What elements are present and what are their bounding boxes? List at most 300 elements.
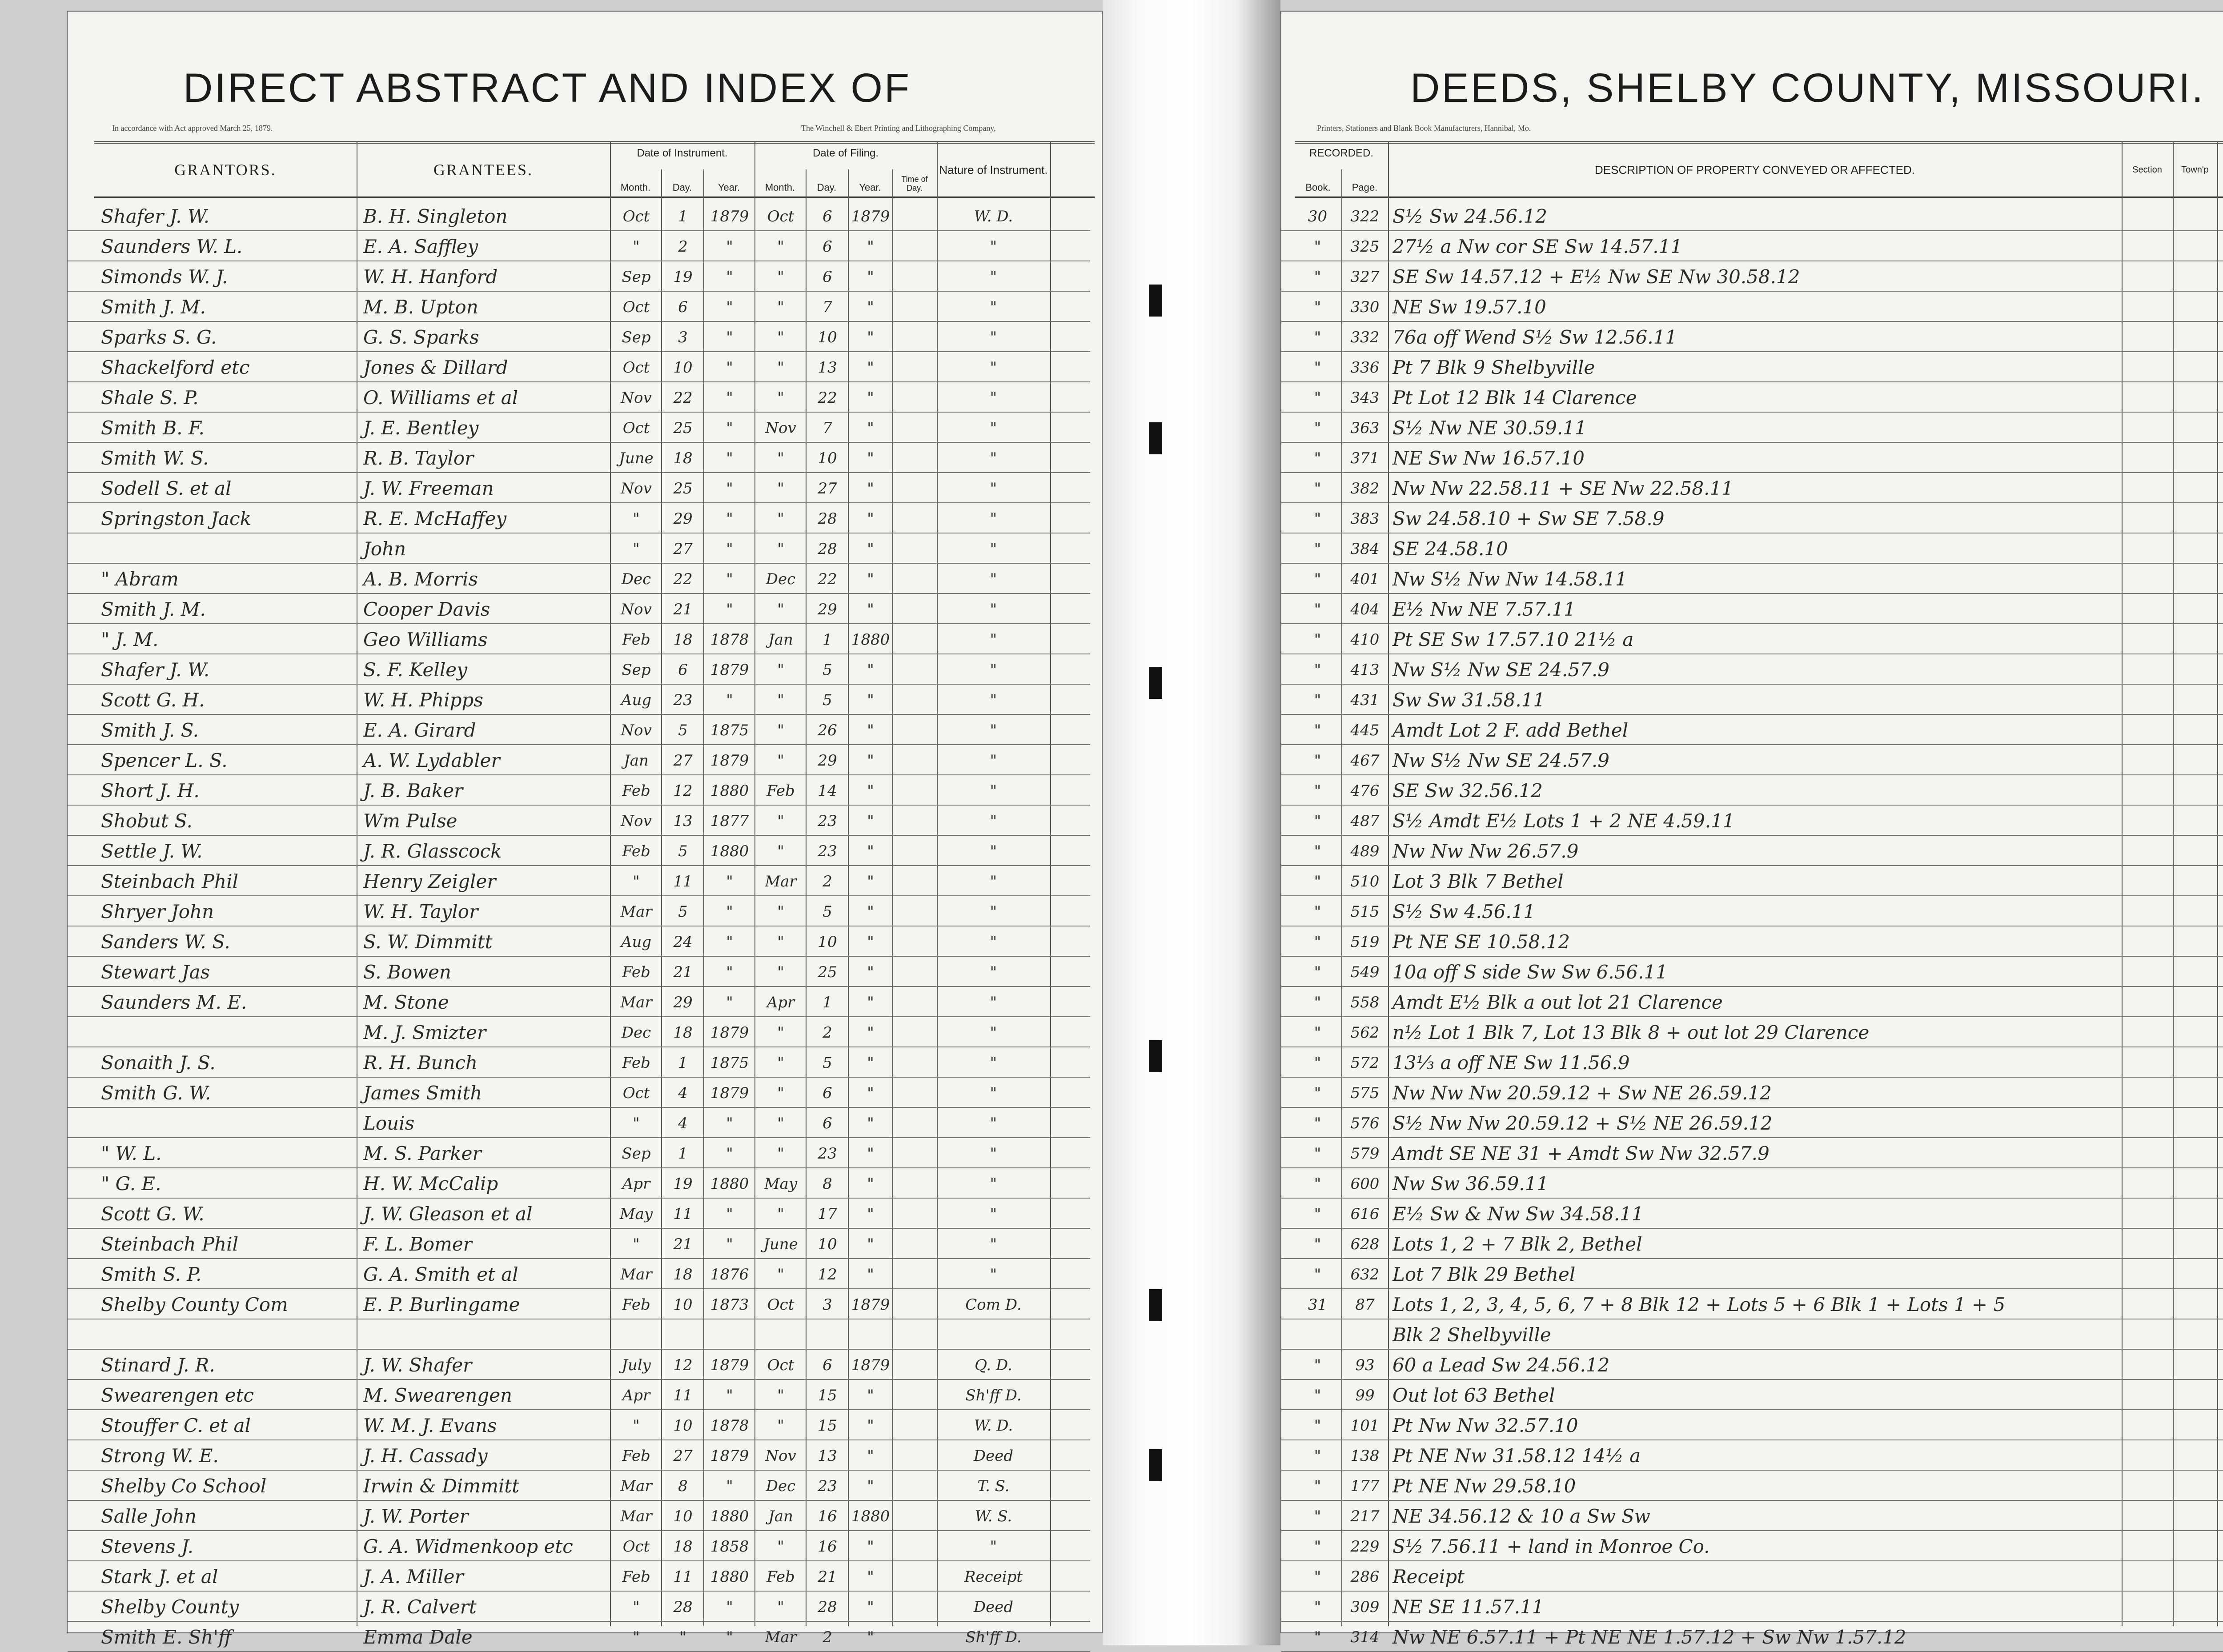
description-cell: Nw Sw 36.59.11: [1392, 1173, 1549, 1195]
row-rule: [68, 956, 1090, 957]
date-of-instrument-header: Date of Instrument.: [637, 147, 728, 159]
filing-month-cell: ": [777, 1417, 784, 1435]
ledger-row: [68, 868, 1102, 894]
row-rule: [68, 1409, 1090, 1410]
nature-cell: ": [990, 631, 997, 649]
grantee-cell: M. Swearengen: [363, 1384, 513, 1406]
description-cell: Pt Lot 12 Blk 14 Clarence: [1392, 387, 1637, 409]
nature-cell: ": [990, 480, 997, 497]
instrument-month-cell: Mar: [620, 1477, 652, 1495]
description-cell: Amdt SE NE 31 + Amdt Sw Nw 32.57.9: [1392, 1143, 1770, 1164]
filing-day-cell: 22: [818, 389, 837, 407]
row-rule: [68, 1591, 1090, 1592]
instrument-month-cell: Mar: [620, 903, 652, 921]
ledger-row: [68, 233, 1102, 259]
ledger-row: [68, 324, 1102, 349]
ledger-row: [1281, 414, 2223, 440]
grantor-cell: Swearengen etc: [101, 1384, 254, 1406]
page-cell: 628: [1350, 1235, 1380, 1253]
description-cell: SE 24.58.10: [1392, 538, 1508, 560]
instrument-year-cell: 1879: [710, 1447, 749, 1465]
row-rule: [68, 1621, 1090, 1622]
filing-day-cell: 14: [818, 782, 837, 800]
nature-cell: ": [990, 842, 997, 860]
book-cell: 31: [1308, 1296, 1328, 1314]
filing-month-cell: Feb: [766, 1568, 795, 1586]
filing-day-cell: 6: [823, 1115, 832, 1132]
description-cell: n½ Lot 1 Blk 7, Lot 13 Blk 8 + out lot 29 Clarence: [1392, 1022, 1870, 1043]
ledger-row: [68, 989, 1102, 1014]
grantor-cell: Stinard J. R.: [101, 1354, 215, 1376]
ledger-row: [68, 928, 1102, 954]
instrument-day-cell: 21: [673, 1235, 693, 1253]
page-cell: 322: [1350, 208, 1380, 225]
ledger-row: [1281, 1231, 2223, 1256]
filing-year-cell: ": [867, 1447, 874, 1465]
instrument-month-cell: Nov: [621, 722, 652, 739]
grantee-cell: J. W. Porter: [363, 1505, 469, 1527]
instrument-day-cell: 27: [673, 752, 693, 770]
nature-cell: Deed: [973, 1598, 1014, 1616]
page-cell: 229: [1350, 1538, 1380, 1556]
instrument-year-cell: 1880: [710, 842, 749, 860]
ledger-row: [68, 203, 1102, 229]
left-ledger-page: [67, 11, 1103, 1648]
grantee-cell: H. W. McCalip: [363, 1173, 498, 1195]
filing-year-cell: ": [867, 389, 874, 407]
instrument-day-cell: 5: [678, 722, 688, 739]
row-rule: [1281, 1137, 2223, 1138]
instrument-day-cell: 1: [678, 1145, 688, 1163]
filing-day-cell: 10: [818, 449, 837, 467]
grantee-cell: Henry Zeigler: [363, 870, 496, 892]
binding-hole: [1149, 667, 1162, 699]
instrument-year-cell: ": [726, 691, 733, 709]
book-cell: ": [1314, 933, 1321, 951]
ledger-row: [68, 1442, 1102, 1468]
description-cell: NE 34.56.12 & 10 a Sw Sw: [1392, 1505, 1650, 1527]
ledger-row: [68, 293, 1102, 319]
filing-day-cell: 6: [823, 238, 832, 256]
ledger-row: [1281, 1593, 2223, 1619]
row-rule: [1281, 1228, 2223, 1229]
grantee-cell: A. W. Lydabler: [363, 750, 500, 771]
filing-year-cell: ": [867, 1417, 874, 1435]
description-cell: Out lot 63 Bethel: [1392, 1384, 1555, 1406]
printer-note: Printers, Stationers and Blank Book Manufacturers, Hannibal, Mo.: [1317, 124, 1531, 132]
filing-year-cell: ": [867, 1084, 874, 1102]
grantor-cell: Smith J. M.: [101, 598, 206, 620]
description-cell: S½ Nw Nw 20.59.12 + S½ NE 26.59.12: [1392, 1112, 1773, 1134]
nature-cell: ": [990, 329, 997, 346]
page-cell: 572: [1350, 1054, 1380, 1072]
ledger-row: [1281, 1442, 2223, 1468]
ledger-row: [1281, 777, 2223, 803]
instrument-day-cell: 1: [678, 208, 688, 225]
description-cell: S½ Sw 4.56.11: [1392, 901, 1536, 922]
grantee-cell: G. A. Widmenkoop etc: [363, 1536, 573, 1557]
page-cell: 445: [1350, 722, 1380, 739]
ledger-row: [1281, 505, 2223, 531]
filing-day-cell: 10: [818, 329, 837, 346]
instrument-day-cell: 18: [673, 631, 693, 649]
ledger-row: [68, 1472, 1102, 1498]
filing-month-cell: ": [777, 540, 784, 558]
ledger-row: [68, 535, 1102, 561]
book-cell: ": [1314, 510, 1321, 528]
binding-hole: [1149, 1040, 1162, 1072]
row-rule: [1281, 1349, 2223, 1350]
page-cell: 510: [1350, 873, 1380, 890]
instrument-month-cell: July: [622, 1356, 651, 1374]
date-of-filing-header: Date of Filing.: [812, 147, 879, 159]
row-rule: [68, 1228, 1090, 1229]
ledger-row: [1281, 1049, 2223, 1075]
page-cell: 286: [1350, 1568, 1380, 1586]
row-rule: [68, 593, 1090, 594]
description-cell: Nw S½ Nw SE 24.57.9: [1392, 659, 1610, 681]
filing-year-cell: ": [867, 601, 874, 618]
book-cell: ": [1314, 449, 1321, 467]
filing-year-cell: 1879: [851, 1356, 890, 1374]
page-cell: 177: [1350, 1477, 1380, 1495]
book-cell: ": [1314, 812, 1321, 830]
instrument-year-cell: ": [726, 1598, 733, 1616]
filing-day-cell: 23: [818, 812, 837, 830]
row-rule: [1281, 1591, 2223, 1592]
ledger-row: [1281, 1170, 2223, 1196]
grantor-cell: Spencer L. S.: [101, 750, 228, 771]
instrument-year-cell: ": [726, 601, 733, 618]
row-rule: [68, 563, 1090, 564]
ledger-row: [68, 1382, 1102, 1407]
grantee-cell: R. B. Taylor: [363, 447, 474, 469]
grantor-cell: Smith G. W.: [101, 1082, 211, 1104]
nature-cell: ": [990, 601, 997, 618]
row-rule: [1281, 865, 2223, 866]
row-rule: [68, 472, 1090, 473]
ledger-row: [1281, 233, 2223, 259]
ledger-row: [1281, 1321, 2223, 1347]
ledger-row: [68, 1412, 1102, 1438]
row-rule: [1281, 956, 2223, 957]
ledger-row: [68, 354, 1102, 380]
filing-month-cell: ": [777, 1024, 784, 1042]
book-cell: ": [1314, 1266, 1321, 1283]
grantor-cell: Smith W. S.: [101, 447, 209, 469]
row-rule: [68, 805, 1090, 806]
grantee-cell: R. H. Bunch: [363, 1052, 478, 1074]
time-of-day-header: Time of Day.: [901, 174, 928, 193]
instrument-month-cell: Oct: [622, 208, 650, 225]
description-cell: Pt 7 Blk 9 Shelbyville: [1392, 357, 1595, 378]
nature-cell: Sh'ff D.: [965, 1387, 1022, 1404]
row-rule: [1281, 774, 2223, 775]
page-cell: 101: [1350, 1417, 1380, 1435]
instrument-year-cell: 1879: [710, 1084, 749, 1102]
instrument-day-cell: 28: [673, 1598, 693, 1616]
grantor-cell: Sparks S. G.: [101, 326, 217, 348]
filing-year-cell: 1880: [851, 1508, 890, 1525]
row-rule: [68, 1258, 1090, 1259]
description-cell: S½ Nw NE 30.59.11: [1392, 417, 1587, 439]
grantor-cell: Settle J. W.: [101, 840, 203, 862]
instrument-year-cell: ": [726, 389, 733, 407]
grantor-cell: Smith J. M.: [101, 296, 206, 318]
instrument-year-cell: 1879: [710, 1356, 749, 1374]
page-cell: 363: [1350, 419, 1380, 437]
ledger-row: [68, 1170, 1102, 1196]
description-cell: NE SE 11.57.11: [1392, 1596, 1544, 1618]
instrument-month-cell: Oct: [622, 298, 650, 316]
book-cell: ": [1314, 570, 1321, 588]
instrument-month-cell: Jan: [624, 752, 649, 770]
filing-month-cell: ": [777, 691, 784, 709]
instrument-month-cell: Nov: [621, 601, 652, 618]
row-rule: [1281, 805, 2223, 806]
grantor-cell: [101, 537, 354, 561]
nature-cell: Sh'ff D.: [965, 1628, 1022, 1646]
filing-month-cell: June: [763, 1235, 798, 1253]
instrument-month-cell: Sep: [622, 1145, 651, 1163]
page-cell: 487: [1350, 812, 1380, 830]
grantor-cell: Springston Jack: [101, 508, 252, 529]
book-cell: ": [1314, 540, 1321, 558]
book-cell: ": [1314, 1538, 1321, 1556]
filing-year-header: Year.: [859, 181, 881, 193]
instrument-day-cell: 18: [673, 1266, 693, 1283]
book-cell: ": [1314, 1054, 1321, 1072]
grantee-cell: G. S. Sparks: [363, 326, 479, 348]
description-cell: Lot 3 Blk 7 Bethel: [1392, 870, 1564, 892]
nature-cell: W. D.: [974, 208, 1013, 225]
description-cell: Pt SE Sw 17.57.10 21½ a: [1392, 629, 1634, 650]
page-cell: 330: [1350, 298, 1380, 316]
filing-year-cell: ": [867, 1205, 874, 1223]
ledger-row: [68, 1079, 1102, 1105]
ledger-row: [1281, 1140, 2223, 1166]
row-rule: [68, 1167, 1090, 1168]
instrument-month-cell: ": [633, 1235, 640, 1253]
filing-day-cell: 27: [818, 480, 837, 497]
instrument-day-cell: 10: [673, 1296, 693, 1314]
description-cell: Blk 2 Shelbyville: [1392, 1324, 1551, 1346]
instrument-year-header: Year.: [718, 181, 740, 193]
filing-year-cell: 1879: [851, 208, 890, 225]
ledger-row: [1281, 203, 2223, 229]
filing-year-cell: ": [867, 933, 874, 951]
grantor-cell: " G. E.: [101, 1173, 161, 1195]
instrument-month-cell: May: [619, 1205, 653, 1223]
filing-month-cell: ": [777, 933, 784, 951]
row-rule: [68, 1137, 1090, 1138]
nature-cell: ": [990, 419, 997, 437]
book-cell: ": [1314, 419, 1321, 437]
grantor-cell: Shafer J. W.: [101, 205, 210, 227]
instrument-month-cell: ": [633, 873, 640, 890]
nature-cell: ": [990, 994, 997, 1011]
filing-month-cell: Dec: [766, 1477, 796, 1495]
filing-month-cell: ": [777, 722, 784, 739]
nature-cell: ": [990, 570, 997, 588]
instrument-day-cell: 13: [673, 812, 693, 830]
nature-cell: ": [990, 722, 997, 739]
instrument-day-cell: 3: [678, 329, 688, 346]
ledger-row: [68, 1563, 1102, 1589]
page-cell: 600: [1350, 1175, 1380, 1193]
page-cell: 413: [1350, 661, 1380, 679]
description-cell: 13⅓ a off NE Sw 11.56.9: [1392, 1052, 1630, 1074]
row-rule: [1281, 412, 2223, 413]
nature-cell: ": [990, 510, 997, 528]
instrument-day-cell: 5: [678, 903, 688, 921]
grantor-cell: Sodell S. et al: [101, 477, 232, 499]
ledger-row: [68, 384, 1102, 410]
ledger-row: [68, 747, 1102, 773]
book-cell: ": [1314, 1508, 1321, 1525]
nature-cell: ": [990, 389, 997, 407]
nature-cell: Q. D.: [975, 1356, 1012, 1374]
book-cell: ": [1314, 1477, 1321, 1495]
grantee-cell: F. L. Bomer: [363, 1233, 472, 1255]
book-cell: ": [1314, 1205, 1321, 1223]
row-rule: [68, 381, 1090, 382]
page-cell: 327: [1350, 268, 1380, 286]
book-cell: ": [1314, 1175, 1321, 1193]
description-cell: Lots 1, 2 + 7 Blk 2, Bethel: [1392, 1233, 1642, 1255]
instrument-day-cell: 25: [673, 480, 693, 497]
grantor-cell: Stark J. et al: [101, 1566, 218, 1588]
instrument-year-cell: ": [726, 570, 733, 588]
instrument-day-cell: 4: [678, 1115, 688, 1132]
row-rule: [68, 986, 1090, 987]
instrument-day-cell: 23: [673, 691, 693, 709]
instrument-day-cell: ": [679, 1628, 686, 1646]
section-header: Section: [2132, 165, 2162, 175]
filing-year-cell: ": [867, 873, 874, 890]
description-cell: E½ Nw NE 7.57.11: [1392, 598, 1576, 620]
row-rule: [68, 412, 1090, 413]
nature-cell: ": [990, 752, 997, 770]
grantee-cell: G. A. Smith et al: [363, 1263, 518, 1285]
filing-month-cell: Mar: [765, 1628, 797, 1646]
filing-day-cell: 3: [823, 1296, 832, 1314]
row-rule: [1281, 351, 2223, 352]
grantor-cell: Shobut S.: [101, 810, 193, 832]
filing-year-cell: ": [867, 238, 874, 256]
filing-day-cell: 6: [823, 208, 832, 225]
instrument-month-cell: Oct: [622, 419, 650, 437]
ledger-row: [1281, 565, 2223, 591]
grantor-cell: Smith B. F.: [101, 417, 205, 439]
page-cell: 576: [1350, 1115, 1380, 1132]
instrument-year-cell: ": [726, 298, 733, 316]
grantee-cell: Emma Dale: [363, 1626, 473, 1648]
description-cell: Lot 7 Blk 29 Bethel: [1392, 1263, 1576, 1285]
row-rule: [1281, 230, 2223, 231]
instrument-month-cell: [612, 1323, 660, 1347]
row-rule: [68, 291, 1090, 292]
description-cell: Amdt E½ Blk a out lot 21 Clarence: [1392, 991, 1723, 1013]
ledger-row: [68, 263, 1102, 289]
page-cell: 404: [1350, 601, 1380, 618]
filing-month-cell: Feb: [766, 782, 795, 800]
ledger-row: [1281, 958, 2223, 984]
grantor-cell: Steinbach Phil: [101, 1233, 239, 1255]
instrument-day-cell: 21: [673, 601, 693, 618]
grantor-cell: Stouffer C. et al: [101, 1415, 251, 1436]
book-cell: ": [1314, 329, 1321, 346]
row-rule: [1281, 1167, 2223, 1168]
instrument-year-cell: 1858: [710, 1538, 749, 1556]
row-rule: [1281, 1379, 2223, 1380]
instrument-year-cell: ": [726, 1145, 733, 1163]
instrument-month-cell: Dec: [621, 570, 651, 588]
page-header: Page.: [1352, 181, 1378, 193]
ledger-row: [1281, 928, 2223, 954]
ledger-row: [1281, 838, 2223, 863]
filing-day-header: Day.: [817, 181, 837, 193]
instrument-year-cell: 1880: [710, 782, 749, 800]
book-cell: ": [1314, 994, 1321, 1011]
grantee-cell: J. W. Freeman: [363, 477, 494, 499]
description-cell: Pt NE SE 10.58.12: [1392, 931, 1570, 953]
grantee-cell: J. W. Shafer: [363, 1354, 472, 1376]
instrument-day-cell: 11: [673, 873, 693, 890]
instrument-year-cell: 1878: [710, 631, 749, 649]
instrument-year-cell: ": [726, 994, 733, 1011]
row-rule: [1281, 502, 2223, 503]
instrument-day-cell: 11: [673, 1568, 693, 1586]
page-cell: 336: [1350, 359, 1380, 377]
description-cell: Sw Sw 31.58.11: [1392, 689, 1545, 711]
filing-day-cell: 2: [823, 1024, 832, 1042]
book-cell: ": [1314, 389, 1321, 407]
row-rule: [68, 1349, 1090, 1350]
instrument-day-cell: 10: [673, 1417, 693, 1435]
act-note: In accordance with Act approved March 25, 1879.: [112, 124, 273, 132]
right-column-header: [1295, 141, 2223, 198]
ledger-row: [1281, 1533, 2223, 1559]
ledger-row: [1281, 1019, 2223, 1045]
filing-year-cell: ": [867, 812, 874, 830]
filing-year-cell: ": [867, 329, 874, 346]
grantor-cell: Shelby County: [101, 1596, 239, 1618]
nature-cell: ": [990, 903, 997, 921]
grantor-cell: Strong W. E.: [101, 1445, 219, 1467]
instrument-month-cell: Mar: [620, 1508, 652, 1525]
filing-year-cell: ": [867, 691, 874, 709]
page-cell: 343: [1350, 389, 1380, 407]
binding-hole: [1149, 1289, 1162, 1321]
nature-cell: ": [990, 1054, 997, 1072]
grantor-cell: [101, 1021, 354, 1045]
instrument-day-cell: 29: [673, 994, 693, 1011]
ledger-row: [68, 1140, 1102, 1166]
filing-day-cell: 16: [818, 1538, 837, 1556]
nature-cell: ": [990, 812, 997, 830]
filing-day-cell: 29: [818, 601, 837, 618]
ledger-row: [68, 1291, 1102, 1317]
recorded-header: RECORDED.: [1309, 147, 1373, 159]
page-cell: 93: [1355, 1356, 1375, 1374]
ledger-row: [68, 1200, 1102, 1226]
filing-month-cell: Jan: [768, 1508, 793, 1525]
grantor-cell: Scott G. H.: [101, 689, 205, 711]
instrument-day-cell: 2: [678, 238, 688, 256]
nature-cell: ": [990, 268, 997, 286]
filing-day-cell: 23: [818, 1477, 837, 1495]
